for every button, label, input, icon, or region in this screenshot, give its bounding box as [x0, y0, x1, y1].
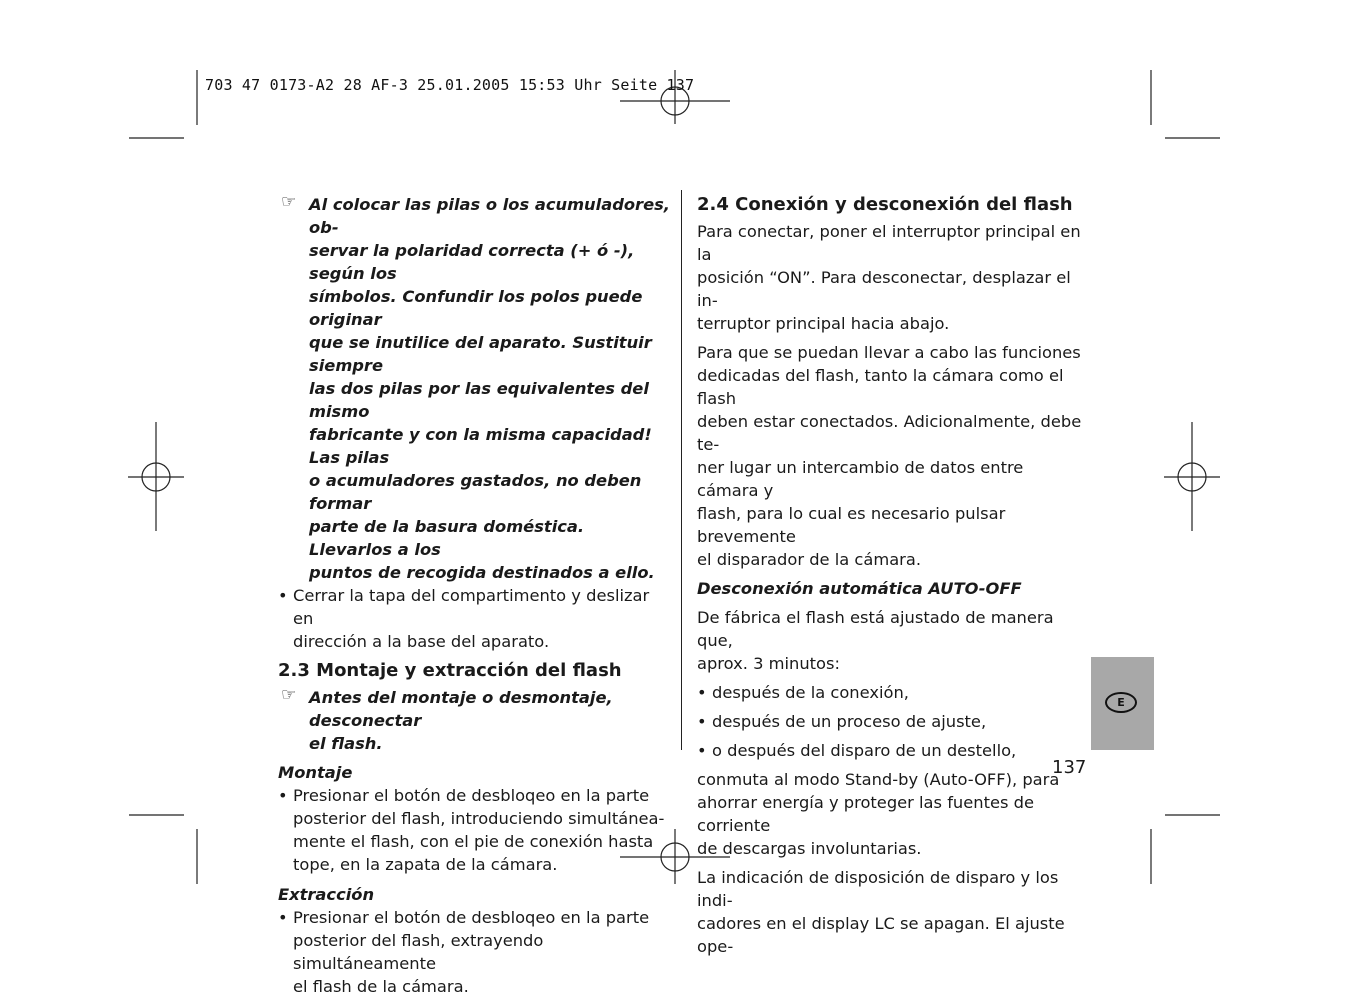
subheading-auto-off: Desconexión automática AUTO-OFF: [697, 579, 1022, 598]
close-cover-bullet: • Cerrar la tapa del compartimento y deslizar en dirección a la base del aparato.: [278, 586, 650, 651]
subheading-extraccion: Extracción: [278, 885, 375, 904]
column-divider: [681, 190, 682, 750]
bullet-dot: •: [278, 586, 288, 605]
paragraph-display-indicators: La indicación de disposición de disparo y los indi- cadores en el display LC se apagan. El ajuste ope-: [697, 868, 1065, 956]
print-slug-line: 703 47 0173-A2 28 AF-3 25.01.2005 15:53 Uhr Seite 137: [205, 76, 695, 94]
subheading-montaje: Montaje: [278, 763, 353, 782]
pointing-hand-icon: ☞: [281, 685, 297, 705]
bullet-dot: •: [697, 741, 707, 760]
bullet-dot: •: [278, 786, 288, 805]
pointing-hand-icon: ☞: [281, 192, 297, 212]
language-tab: [1091, 657, 1154, 750]
bullet-dot: •: [697, 683, 707, 702]
paragraph-dedicated-functions: Para que se puedan llevar a cabo las funciones dedicadas del flash, tanto la cámara como el flash deben estar conectados. Adicionalmente, debe te- ner lugar un intercambio de datos entre cámara y flash, para lo cual es necesario pulsar brevemente el disparador de la cámara.: [697, 343, 1082, 569]
mounting-note: ☞ Antes del montaje o desmontaje, desconectar el flash.: [281, 685, 613, 753]
bullet-dot: •: [697, 712, 707, 731]
language-badge: E: [1105, 692, 1137, 713]
extraccion-bullet: • Presionar el botón de desbloqeo en la parte posterior del flash, extrayendo simultáneamente el flash de la cámara.: [278, 908, 650, 996]
paragraph-factory-setting: De fábrica el flash está ajustado de manera que, aprox. 3 minutos:: [697, 608, 1054, 673]
right-column: [697, 193, 1089, 958]
left-column: [278, 193, 670, 998]
auto-off-bullet: • o después del disparo de un destello,: [697, 741, 1017, 760]
montaje-bullet: • Presionar el botón de desbloqeo en la parte posterior del flash, introduciendo simultánea- mente el flash, con el pie de conexión hasta tope, en la zapata de la cámara.: [278, 786, 665, 874]
page-number: 137: [1052, 757, 1087, 778]
auto-off-bullet: • después de un proceso de ajuste,: [697, 712, 987, 731]
section-heading-2-4: 2.4 Conexión y desconexión del flash: [697, 194, 1073, 215]
paragraph-standby: conmuta al modo Stand-by (Auto-OFF), para ahorrar energía y proteger las fuentes de corriente de descargas involuntarias.: [697, 770, 1060, 858]
paragraph-connect: Para conectar, poner el interruptor principal en la posición “ON”. Para desconectar, desplazar el in- terruptor principal hacia abajo.: [697, 222, 1081, 333]
auto-off-bullet: • después de la conexión,: [697, 683, 909, 702]
battery-polarity-note: ☞ Al colocar las pilas o los acumuladores, ob- servar la polaridad correcta (+ ó -), según los símbolos. Confundir los polos puede originar que se inutilice del aparato. Sustituir siempre las dos pilas por las equivalentes del mismo fabricante y con la misma capacidad! Las pilas o acumuladores gastados, no deben formar parte de la basura doméstica. Llevarlos a los puntos de recogida destinados a ello.: [281, 192, 670, 582]
section-heading-2-3: 2.3 Montaje y extracción del flash: [278, 660, 622, 681]
bullet-dot: •: [278, 908, 288, 927]
